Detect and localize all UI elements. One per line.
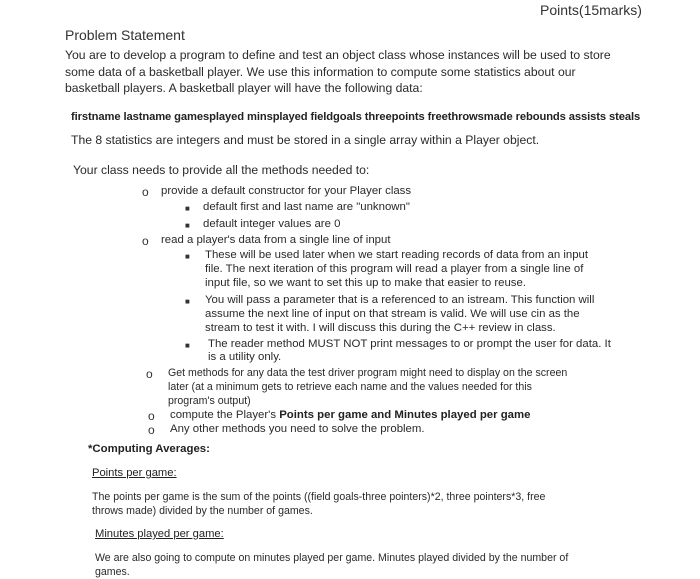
method-line: program's output)	[168, 395, 251, 407]
circle-bullet-icon: o	[142, 185, 149, 199]
circle-bullet-icon: o	[142, 234, 149, 248]
sub-item-line: input file, so we want to set this up to make that easier to reuse.	[205, 277, 527, 289]
intro-line: some data of a basketball player. We use this information to compute some statistics about our	[65, 64, 576, 79]
square-bullet-icon: ■	[185, 204, 190, 213]
sub-item: default first and last name are "unknown"	[203, 201, 410, 213]
sub-item-line: assume the next line of input on that stream is valid. We will use cin as the	[205, 308, 580, 320]
sub-item-line: You will pass a parameter that is a referenced to an istream. This function will	[205, 294, 595, 306]
intro-line: basketball players. A basketball player will have the following data:	[65, 81, 423, 95]
sub-item-line: The reader method MUST NOT print messages to or prompt the user for data. It	[208, 338, 611, 350]
mpg-heading: Minutes played per game:	[95, 528, 224, 540]
sub-item-line: stream to test it with. I will discuss this during the C++ review in class.	[205, 322, 556, 334]
method-item	[170, 409, 530, 422]
circle-bullet-icon: o	[148, 423, 155, 437]
intro-line: You are to develop a program to define and test an object class whose instances will be used to store	[65, 48, 611, 62]
method-item: provide a default constructor for your Player class	[161, 185, 412, 197]
circle-bullet-icon: o	[146, 367, 153, 381]
sub-item-line: file. The next iteration of this program will read a player from a single line of	[205, 263, 584, 275]
method-line: Get methods for any data the test driver program might need to display on the screen	[168, 367, 568, 379]
method-line: later (at a minimum gets to retrieve each name and the values needed for this	[168, 381, 532, 393]
sub-item-line: is a utility only.	[208, 351, 282, 363]
fields-list: firstname lastname gamesplayed minsplayed fieldgoals threepoints freethrowsmade rebounds assists steals	[71, 111, 641, 123]
square-bullet-icon: ■	[185, 341, 190, 350]
stats-note: The 8 statistics are integers and must be stored in a single array within a Player object.	[71, 133, 540, 147]
ppg-line: The points per game is the sum of the points ((field goals-three pointers)*2, three pointers*3, free	[92, 491, 546, 503]
mpg-line: games.	[95, 566, 130, 578]
ppg-line: throws made) divided by the number of games.	[92, 505, 313, 517]
method-item: Any other methods you need to solve the problem.	[170, 423, 425, 435]
method-item: read a player's data from a single line of input	[161, 234, 391, 246]
sub-item: default integer values are 0	[203, 218, 341, 230]
mpg-line: We are also going to compute on minutes played per game. Minutes played divided by the number of	[95, 552, 569, 564]
points-label: Points(15marks)	[540, 2, 642, 18]
computing-heading: *Computing Averages:	[88, 443, 210, 455]
sub-item-line: These will be used later when we start reading records of data from an input	[205, 249, 589, 261]
problem-statement-heading: Problem Statement	[65, 27, 185, 43]
square-bullet-icon: ■	[185, 252, 190, 261]
method-prefix: compute the Player's	[170, 409, 280, 421]
circle-bullet-icon: o	[148, 409, 155, 423]
ppg-heading: Points per game:	[92, 467, 177, 479]
method-bold: Points per game and Minutes played per game	[279, 409, 531, 421]
square-bullet-icon: ■	[185, 297, 190, 306]
methods-intro: Your class needs to provide all the methods needed to:	[73, 163, 370, 177]
square-bullet-icon: ■	[185, 221, 190, 230]
